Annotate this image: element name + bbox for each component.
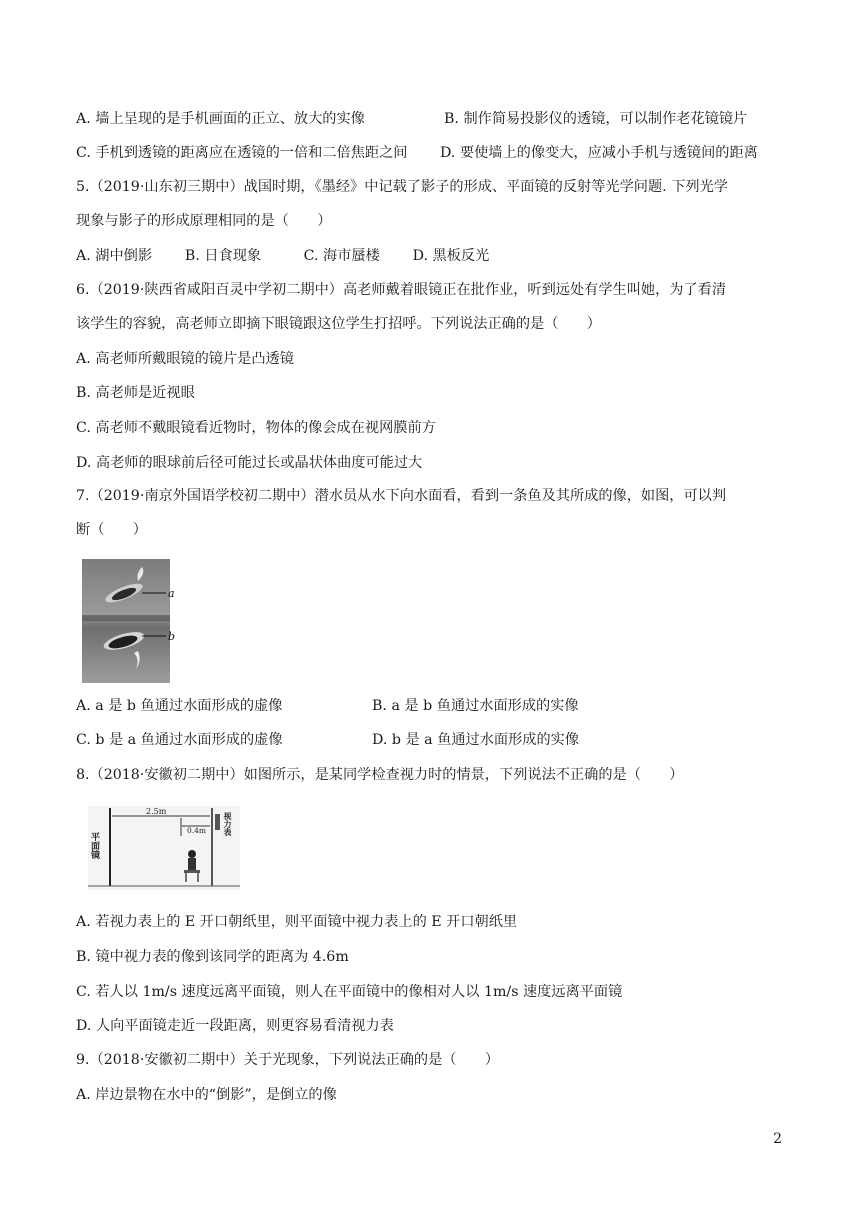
dim-small-label: 0.4m: [187, 826, 207, 835]
q6-stem-line2: 该学生的容貌，高老师立即摘下眼镜跟这位学生打招呼。下列说法正确的是（ ）: [76, 316, 601, 332]
fish-reflection-figure: [80, 557, 182, 685]
q8-option-b: B. 镜中视力表的像到该同学的距离为 4.6m: [76, 949, 349, 965]
q8-option-c: C. 若人以 1m/s 速度远离平面镜，则人在平面镜中的像相对人以 1m/s 速度远离平面镜: [76, 984, 623, 1000]
q6-stem-line1: 6.（2019·陕西省咸阳百灵中学初二期中）高老师戴着眼镜正在批作业，听到远处有学生叫她，为了看清: [76, 282, 727, 298]
q5-stem-line1: 5.（2019·山东初三期中）战国时期，《墨经》中记载了影子的形成、平面镜的反射等光学问题. 下列光学: [76, 179, 728, 195]
q6-option-a: A. 高老师所戴眼镜的镜片是凸透镜: [76, 351, 294, 367]
q4-option-d: D. 要使墙上的像变大，应减小手机与透镜间的距离: [440, 145, 758, 161]
q7-option-d: D. b 是 a 鱼通过水面形成的实像: [372, 732, 580, 748]
q8-stem: 8.（2018·安徽初二期中）如图所示，是某同学检查视力时的情景，下列说法不正确的是（ ）: [76, 767, 684, 783]
q6-option-c: C. 高老师不戴眼镜看近物时，物体的像会成在视网膜前方: [76, 420, 436, 436]
q9-option-a: A. 岸边景物在水中的“倒影”，是倒立的像: [76, 1087, 337, 1103]
q9-stem: 9.（2018·安徽初二期中）关于光现象，下列说法正确的是（ ）: [76, 1052, 500, 1068]
label-a: a: [168, 587, 175, 600]
q7-option-a: A. a 是 b 鱼通过水面形成的虚像: [76, 698, 283, 714]
label-b: b: [168, 630, 176, 643]
q6-option-b: B. 高老师是近视眼: [76, 385, 195, 401]
q4-option-b: B. 制作简易投影仪的透镜，可以制作老花镜镜片: [444, 111, 748, 127]
q7-stem-line1: 7.（2019·南京外国语学校初二期中）潜水员从水下向水面看，看到一条鱼及其所成的像，如图，可以判: [76, 488, 727, 504]
vision-test-svg: [88, 806, 240, 890]
q7-stem-line2: 断（ ）: [76, 522, 147, 538]
q5-options: A. 湖中倒影 B. 日食现象 C. 海市蜃楼 D. 黑板反光: [76, 248, 490, 264]
chart-label: 视力表: [223, 812, 233, 836]
q4-option-c: C. 手机到透镜的距离应在透镜的一倍和二倍焦距之间: [76, 145, 408, 161]
q5-stem-line2: 现象与影子的形成原理相同的是（ ）: [76, 213, 332, 229]
q6-option-d: D. 高老师的眼球前后径可能过长或晶状体曲度可能过大: [76, 455, 423, 471]
q7-option-c: C. b 是 a 鱼通过水面形成的虚像: [76, 732, 283, 748]
page-number: 2: [773, 1131, 782, 1147]
fish-figure-svg: [80, 557, 182, 685]
mirror-label: 平面镜: [89, 832, 99, 859]
q4-option-a: A. 墙上呈现的是手机画面的正立、放大的实像: [76, 111, 365, 127]
water-surface: [82, 615, 170, 621]
eye-chart: [215, 814, 220, 830]
q8-option-d: D. 人向平面镜走近一段距离，则更容易看清视力表: [76, 1018, 394, 1034]
q7-option-b: B. a 是 b 鱼通过水面形成的实像: [372, 698, 579, 714]
dim-total-label: 2.5m: [146, 807, 167, 816]
vision-test-figure: [88, 806, 240, 890]
q8-option-a: A. 若视力表上的 E 开口朝纸里，则平面镜中视力表上的 E 开口朝纸里: [76, 914, 518, 930]
